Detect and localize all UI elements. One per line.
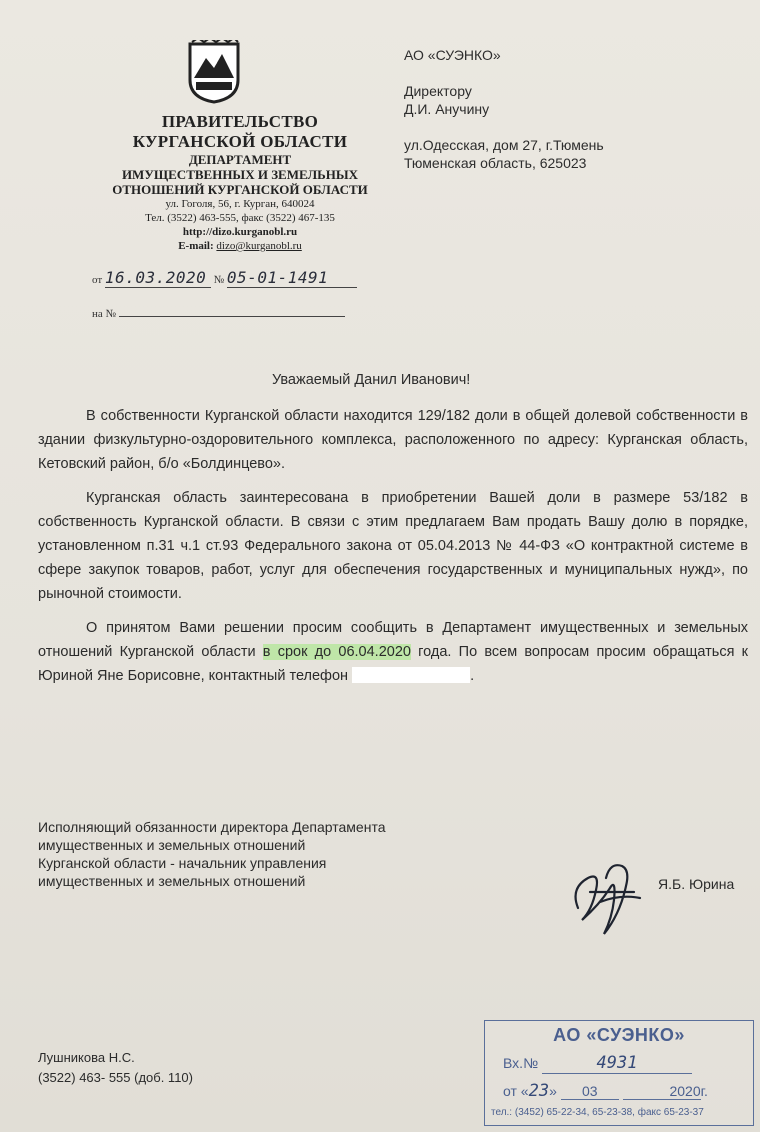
stamp-day: 23 bbox=[528, 1081, 550, 1101]
sender-email-line bbox=[70, 239, 410, 253]
reg-from-label: от bbox=[92, 274, 103, 286]
sender-line-3: ДЕПАРТАМЕНТ bbox=[188, 152, 292, 167]
recipient-name: Д.И. Анучину bbox=[404, 101, 490, 117]
sender-line-2: КУРГАНСКОЙ ОБЛАСТИ bbox=[132, 132, 348, 151]
redacted-phone bbox=[352, 667, 470, 683]
deadline-highlight: в срок до 06.04.2020 bbox=[262, 644, 411, 660]
sender-line-4: ИМУЩЕСТВЕННЫХ И ЗЕМЕЛЬНЫХ bbox=[121, 167, 359, 182]
reg-no-label: № bbox=[213, 274, 225, 286]
paragraph-3: О принятом Вами решении просим сообщить в Департамент имущественных и земельных отношений Курганской области в срок до 06.04.2020 года. По всем вопросам просим обращаться к Юриной Яне Борисовне, контактный телефон . bbox=[38, 620, 748, 684]
executor-phone: (3522) 463- 555 (доб. 110) bbox=[38, 1070, 193, 1085]
signer-line-3: Курганской области - начальник управления bbox=[38, 855, 327, 871]
stamp-in-number: 4931 bbox=[596, 1053, 638, 1073]
stamp-year-suffix: г. bbox=[700, 1083, 708, 1099]
recipient-position: Директору bbox=[404, 83, 472, 99]
sender-line-5: ОТНОШЕНИЙ КУРГАНСКОЙ ОБЛАСТИ bbox=[112, 182, 368, 197]
stamp-month: 03 bbox=[581, 1083, 598, 1099]
sender-phones: Тел. (3522) 463-555, факс (3522) 467-135 bbox=[145, 212, 335, 224]
signer-line-4: имущественных и земельных отношений bbox=[38, 873, 306, 889]
executor-block bbox=[38, 1048, 193, 1088]
stamp-year: 2020 bbox=[669, 1083, 701, 1099]
incoming-stamp bbox=[484, 1020, 754, 1126]
signer-line-2: имущественных и земельных отношений bbox=[38, 837, 306, 853]
signer-name: Я.Б. Юрина bbox=[658, 876, 735, 892]
handwritten-signature-icon bbox=[560, 848, 660, 948]
reg-number: 05-01-1491 bbox=[226, 268, 329, 287]
sender-address: ул. Гоголя, 56, г. Курган, 640024 bbox=[165, 198, 315, 210]
registration-line bbox=[92, 268, 357, 320]
paragraph-2: Курганская область заинтересована в приобретении Вашей доли в размере 53/182 в собственность Курганской области. В связи с этим предлагаем Вам продать Вашу долю в порядке, установленном п.31 ч.1 ст.93 Федерального закона от 05.04.2013 № 44-ФЗ «О контрактной системе в сфере закупок товаров, работ, услуг для обеспечения государственных и муниципальных нужд», по рыночной стоимости. bbox=[38, 490, 748, 602]
sender-email: dizo@kurganobl.ru bbox=[216, 240, 302, 252]
recipient-org: АО «СУЭНКО» bbox=[404, 47, 501, 63]
recipient-block bbox=[404, 46, 604, 172]
signer-block bbox=[38, 818, 386, 890]
sender-block bbox=[70, 112, 410, 253]
salutation: Уважаемый Данил Иванович! bbox=[272, 372, 471, 388]
sender-email-label: E-mail: bbox=[178, 240, 214, 252]
stamp-from-label: от « bbox=[503, 1083, 529, 1099]
recipient-region: Тюменская область, 625023 bbox=[404, 155, 587, 171]
stamp-in-label: Вх.№ bbox=[503, 1055, 539, 1071]
sender-url: http://dizo.kurganobl.ru bbox=[182, 226, 298, 238]
stamp-phones: тел.: (3452) 65-22-34, 65-23-38, факс 65-23-37 bbox=[491, 1107, 704, 1118]
recipient-street: ул.Одесская, дом 27, г.Тюмень bbox=[404, 137, 604, 153]
reg-date: 16.03.2020 bbox=[104, 268, 207, 287]
coat-of-arms-icon bbox=[188, 40, 240, 104]
paragraph-3-start: О принятом Вами решении просим сообщить в Департамент имущественных и земельных отношений Курганской области bbox=[38, 620, 748, 660]
stamp-org: АО «СУЭНКО» bbox=[553, 1025, 685, 1045]
reg-ref-label: на № bbox=[92, 308, 117, 320]
signer-line-1: Исполняющий обязанности директора Департамента bbox=[38, 819, 386, 835]
letter-body bbox=[38, 404, 748, 698]
paragraph-3-end: года. По всем вопросам просим обращаться к Юриной Яне Борисовне, контактный телефон bbox=[38, 644, 748, 684]
sender-line-1: ПРАВИТЕЛЬСТВО bbox=[161, 112, 319, 131]
paragraph-1: В собственности Курганской области находится 129/182 доли в общей долевой собственности в здании физкультурно-оздоровительного комплекса, расположенного по адресу: Курганская область, Кетовский район, б/о «Болдинцево». bbox=[38, 408, 748, 472]
stamp-day-close: » bbox=[549, 1083, 557, 1099]
executor-name: Лушникова Н.С. bbox=[38, 1050, 135, 1065]
